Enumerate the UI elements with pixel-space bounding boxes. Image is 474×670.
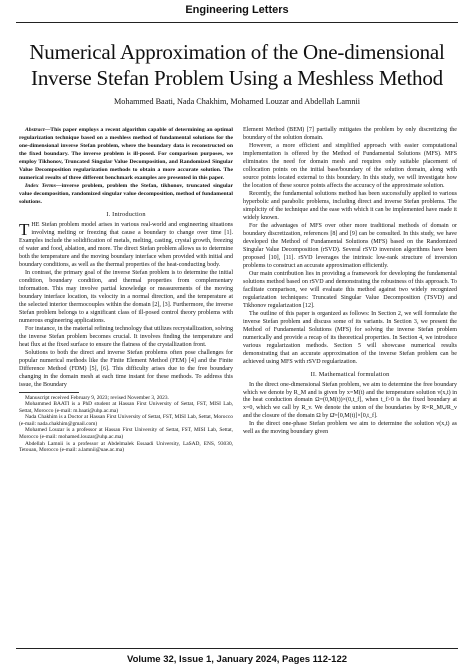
body-paragraph-direct-problem: In the direct one-dimensional Stefan problem, we aim to determine the free boundary which we denote by R_M and is given by x=M(t) and the temperature solution v(x,t) in the heat conduction domain Ω=(0,M(t))×(0,t_f], when t_f>0 is the fixed boundary at x=0, which we call by R_v. We denote the union of the boundaries by R=R_M∪R_v and the closure of the domain Ω by Ω̄=[0,M(t)]×[0,t_f]. [243, 381, 457, 420]
footnote-author-4: Abdellah Lamnii is a professor at Abdelmalek Essaadi University, LaSAD, ENS, 93030, Tetouan, Morocco (e-mail: a.lamnii@uae.ac.ma) [19, 440, 233, 454]
body-paragraph-outline: The outline of this paper is organized as follows: In Section 2, we will formulate the inverse Stefan problem and discuss some of its variants. In Section 3, we present the Method of Fundamental Solutions (MFS) for solving the inverse Stefan problem numerically and provide a recap of its theoretical properties. In Section 4, we introduce various regularization methods. Section 5 will showcase numerical results demonstrating that an accurate approximation of the inverse Stefan problem can be achieved using MFS with rSVD regularization. [243, 310, 457, 365]
section-heading-introduction: I. Introduction [106, 210, 146, 218]
header-rule [16, 22, 458, 23]
abstract-text: —This paper employs a recent algorithm capable of determining an optimal regularization technique based on a meshless method of fundamental solutions for the one-dimensional inverse Stefan problem, where the boundary data is reconstructed on the fixed boundary. The inverse problem is ill-posed. For comparison purposes, we employ Tikhonov, Truncated Singular Value Decomposition, and Randomized Singular Value Decomposition regularization methods to obtain a more accurate solution. The numerical results of three different benchmark examples are presented in this paper. [19, 127, 233, 181]
left-column [19, 127, 233, 454]
abstract [19, 127, 233, 183]
body-paragraph-bem: Element Method (BEM) [7] partially mitigates the problem by only discretizing the boundary of the solution domain. [243, 127, 457, 141]
journal-header: Engineering Letters [185, 4, 289, 16]
footnote-rule [19, 392, 79, 393]
footnote-received: Manuscript received February 9, 2023; revised November 3, 2023. [25, 394, 169, 401]
body-paragraph-mfs: However, a more efficient and simplified approach with easier computational implementation is offered by the Method of Fundamental Solutions (MFS). MFS eliminates the need for domain mesh and requires only suitable placement of collocation points on the initial base/boundary of the solution domain, along with source points located external to this boundary. In this study, we will investigate how the location of these source points affects the accuracy of the approximate solution. [243, 142, 457, 189]
author-list: Mohammed Baati, Nada Chakhim, Mohamed Louzar and Abdellah Lamnii [113, 97, 361, 106]
body-paragraph-contribution: Our main contribution lies in providing a framework for developing the fundamental solutions method based on rSVD and demonstrating the robustness of this approach. To facilitate comparison, we will evaluate this method against two widely recognized regularization techniques: Truncated Singular Value Decomposition (TSVD) and Tikhonov regularization [12]. [243, 270, 457, 309]
intro-paragraph-1-text: HE Stefan problem model arises in various real-world and engineering situations involving melting or freezing that cause a boundary to change over time [1]. Examples include the solidification of metals, melting, casting, crystal growth, freezing of water and food, ablation, and more. The direct Stefan problem allows us to determine both the temperature and the moving boundary interface when provided with initial and boundary conditions, as well as the thermal properties of the heat-conducting body. [19, 221, 233, 268]
paper-title [10, 39, 464, 91]
index-terms-text: —inverse problem, problem the Stefan, tikhonov, truncated singular value decomposition, randomized singular value decomposition, method of fundamental solutions. [19, 182, 233, 205]
footer-rule [16, 648, 458, 649]
footnote-author-1: Mohammed BAATI is a PhD student at Hassan First University of Settat, FST, MISI Lab, Settat, Morocco (e-mail: m.baati@uhp.ac.ma) [19, 401, 233, 414]
footnote-author-3: Mohamed Louzar is a professor at Hassan First University of Settat, FST, MISI Lab, Settat, Morocco (e-mail: mohamed.louzar@uhp.ac.ma) [19, 427, 233, 441]
body-paragraph-one-phase: In the direct one-phase Stefan problem we aim to determine the solution v(x,t) as well as the moving boundary given [243, 421, 457, 436]
intro-paragraph-3: For instance, in the material refining technology that utilizes recrystallization, solving the inverse Stefan problem becomes crucial. It involves finding the temperature and heat flux at the fixed surface to ensure the flatness of the crystallization front. [19, 325, 233, 348]
journal-footer: Volume 32, Issue 1, January 2024, Pages 112-122 [126, 654, 348, 665]
drop-cap: T [19, 219, 30, 239]
intro-paragraph-2: In contrast, the primary goal of the inverse Stefan problem is to determine the initial condition, boundary condition, and thermal properties from complementary information. This may involve partial knowledge or measurements of the moving boundary interface location, its velocity in a normal direction, and the temperature at the selected interior thermocouples within the domain [2], [3]. Furthermore, the inverse Stefan problem belongs to a significant class of ill-posed control theory problems with numerous engineering applications. [19, 269, 233, 324]
footnote-author-2: Nada Chakhim is a Doctor at Hassan First University of Settat, FST, MISI Lab, Settat, Morocco (e-mail: nada.chakhim@gmail.com) [19, 414, 233, 427]
index-terms-label: Index Terms [25, 182, 56, 189]
section-heading-formulation: II. Mathematical formulation [310, 370, 390, 378]
intro-paragraph-4: Solutions to both the direct and inverse Stefan problems often pose challenges for popular numerical methods like the Finite Element Method (FEM) [4] and the Finite Difference Method (FDM) [5], [6]. This difficulty arises due to the free boundary changing in the domain mesh at each time instant for these methods. To address this issue, the Boundary [19, 349, 233, 388]
body-paragraph-advantages: For the advantages of MFS over other more traditional methods of domain or boundary discretization, references [8] and [9] can be consulted. In this study, we have developed the Method of Fundamental Solutions (MFS) based on the Randomized Singular Value Decomposition (rSVD). Several rSVD inversion algorithms have been proposed [10], [11]. rSVD leverages the intrinsic low-rank structure of inversion problems to construct an accurate approximation efficiently. [243, 222, 457, 269]
right-column [243, 127, 457, 437]
abstract-label: Abstract [25, 127, 45, 133]
body-paragraph-recent: Recently, the fundamental solutions method has been successfully applied to various hyperbolic and parabolic problems, including direct and inverse Stefan problems. The simplicity of the technique and the ease with which it can be implemented have made it widely known. [243, 190, 457, 221]
title-line-2: Inverse Stefan Problem Using a Meshless Method [31, 66, 443, 90]
intro-paragraph-1 [19, 219, 233, 270]
title-line-1: Numerical Approximation of the One-dimensional [29, 40, 445, 64]
index-terms [19, 183, 233, 207]
